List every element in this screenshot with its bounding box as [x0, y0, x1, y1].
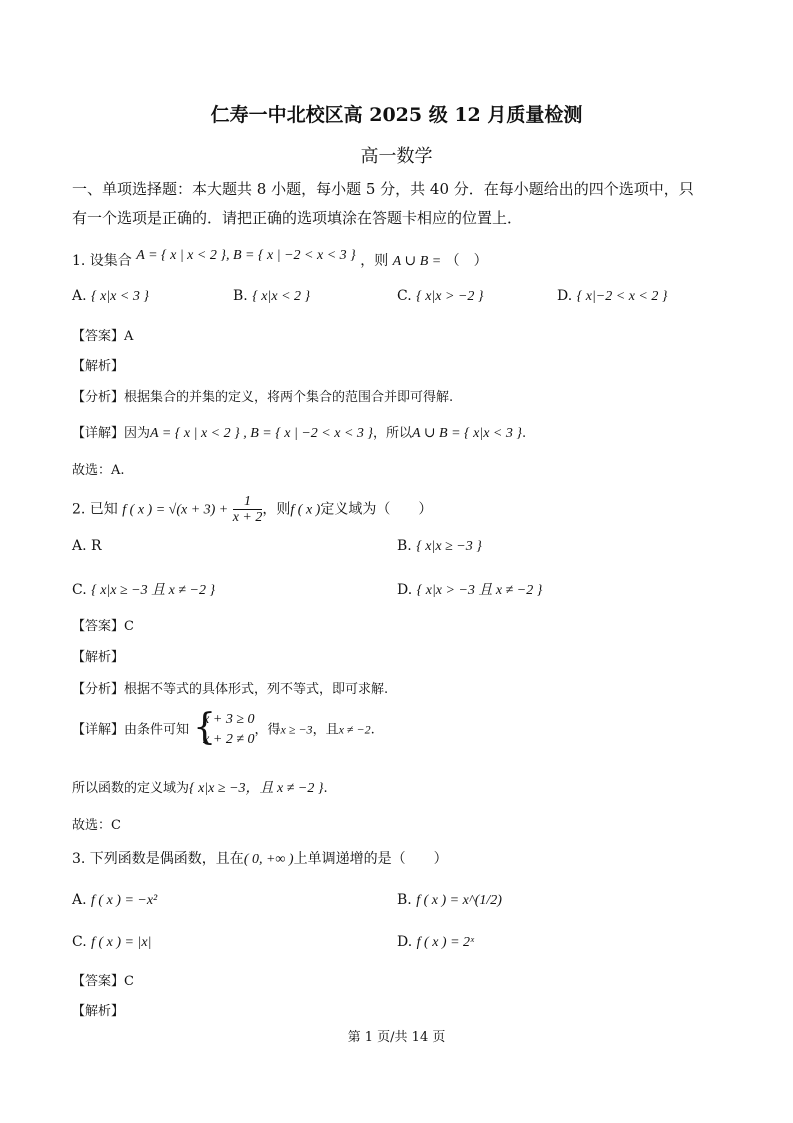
- q3-option-a: A. f ( x ) = −x²: [72, 892, 158, 908]
- q1-stem-prefix: 1. 设集合: [72, 253, 132, 269]
- q1-answer: 【答案】A: [72, 329, 134, 344]
- q1-stem-then: ，则: [360, 253, 389, 269]
- page-subtitle: 高一数学: [360, 146, 433, 167]
- q2-option-a: A. R: [72, 538, 102, 554]
- q2-func-lhs: f ( x ) = √(x + 3) +: [122, 502, 229, 518]
- q3-stem: 3. 下列函数是偶函数，且在( 0, +∞ )上单调递增的是（ ）: [72, 851, 448, 867]
- q1-set-b: , B = { x | −2 < x < 3 }: [225, 248, 356, 263]
- q1-option-c: C. { x|x > −2 }: [397, 288, 484, 304]
- q3-option-b: B. f ( x ) = x^(1/2): [397, 892, 502, 908]
- q1-stem: [72, 248, 488, 271]
- page-footer: 第 1 页/共 14 页: [347, 1030, 446, 1045]
- q1-choose: 故选：A.: [72, 463, 125, 478]
- page-title: 仁寿一中北校区高 2025 级 12 月质量检测: [210, 104, 583, 126]
- q2-option-c: C. { x|x ≥ −3 且 x ≠ −2 }: [72, 582, 216, 598]
- q1-set-a: A = { x | x < 2 }: [136, 248, 226, 263]
- q2-domain: 所以函数的定义域为{ x|x ≥ −3，且 x ≠ −2 }.: [72, 781, 328, 796]
- q2-stem: 2. 已知 f ( x ) = √(x + 3) + $\frac{1}{x + 2}$ ，则f ( x )定义域为（ ）: [72, 494, 433, 525]
- q1-option-a: A. { x|x < 3 }: [72, 288, 149, 304]
- q2-fraction: $\frac{1}{x + 2}$: [232, 494, 263, 525]
- q3-option-c: C. f ( x ) = |x|: [72, 934, 152, 950]
- q2-option-d: D. { x|x > −3 且 x ≠ −2 }: [397, 582, 543, 598]
- q3-option-d: D. f ( x ) = 2ˣ: [397, 934, 474, 950]
- q2-analysis-tag: 【解析】: [72, 650, 125, 665]
- q1-paren: （ ）: [445, 253, 488, 269]
- q1-union: A ∪ B =: [392, 254, 442, 269]
- q1-xiangjie: 【详解】因为A = { x | x < 2 } , B = { x | −2 < x < 3 }，所以A ∪ B = { x|x < 3 }.: [72, 426, 527, 441]
- q2-option-b: B. { x|x ≥ −3 }: [397, 538, 482, 554]
- q1-fenxi: 【分析】根据集合的并集的定义，将两个集合的范围合并即可得解.: [72, 390, 454, 405]
- section-instructions-line2: 有一个选项是正确的．请把正确的选项填涂在答题卡相应的位置上．: [72, 209, 523, 227]
- q1-analysis-tag: 【解析】: [72, 359, 125, 374]
- q2-inequality-system: { x + 3 ≥ 0 x + 2 ≠ 0: [193, 707, 255, 748]
- section-instructions-line1: 一、单项选择题：本大题共 8 小题，每小题 5 分，共 40 分．在每小题给出的四个选项中，只: [72, 180, 694, 198]
- q2-answer: 【答案】C: [72, 619, 134, 634]
- q2-fenxi: 【分析】根据不等式的具体形式，列不等式，即可求解.: [72, 682, 389, 697]
- q1-option-d: D. { x|−2 < x < 2 }: [557, 288, 668, 304]
- q3-interval: ( 0, +∞ ): [243, 852, 294, 867]
- q1-option-b: B. { x|x < 2 }: [233, 288, 311, 304]
- q2-choose: 故选：C: [72, 818, 121, 833]
- q3-analysis-tag: 【解析】: [72, 1004, 125, 1019]
- q2-xiangjie: 【详解】由条件可知 { x + 3 ≥ 0 x + 2 ≠ 0 ，得x ≥ −3，且x ≠ −2.: [72, 707, 375, 748]
- q3-answer: 【答案】C: [72, 974, 134, 989]
